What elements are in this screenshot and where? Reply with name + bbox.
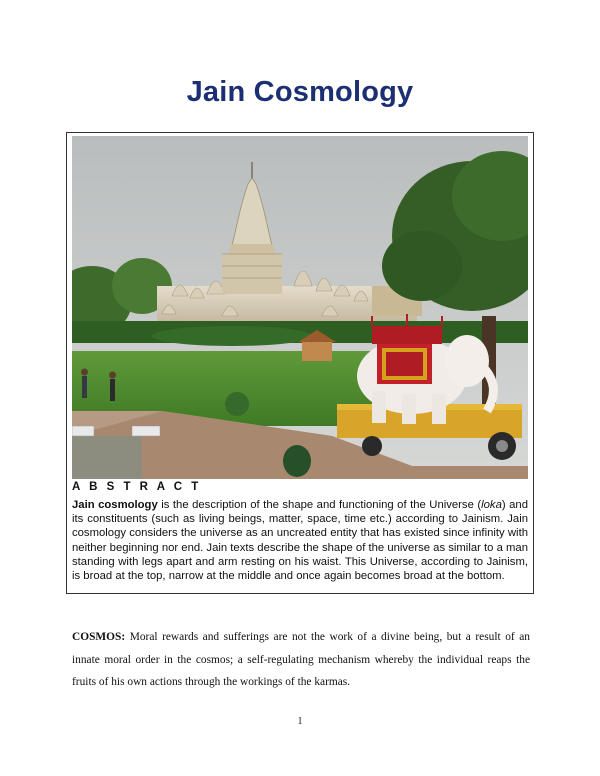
abstract-text xyxy=(72,498,528,583)
cosmos-text: Moral rewards and sufferings are not the work of a divine being, but a result of an innate moral order in the cosmos; a self-regulating mechanism whereby the individual reaps the fruits of his own actions through the workings of the karmas. xyxy=(72,631,530,688)
page-number: 1 xyxy=(297,716,303,727)
abstract-text-part1: is the description of the shape and functioning of the Universe ( xyxy=(157,499,482,511)
temple-photo xyxy=(72,136,528,479)
abstract-text-part2: ) and its constituents (such as living beings, matter, space, time etc.) according to Jainism. Jain cosmology considers the universe as an uncreated entity that has existed since infinity with neither beginning nor end. Jain texts describe the shape of the universe as similar to a man standing with legs apart and arm resting on his waist. This Universe, according to Jainism, is broad at the top, narrow at the middle and once again becomes broad at the bottom. xyxy=(72,499,528,583)
abstract-italic-term: loka xyxy=(481,499,502,511)
abstract-lead-term: Jain cosmology xyxy=(72,499,158,511)
cosmos-paragraph xyxy=(72,626,530,694)
page-title: Jain Cosmology xyxy=(186,76,414,108)
abstract-box xyxy=(66,132,534,594)
abstract-heading: A B S T R A C T xyxy=(72,481,202,493)
cosmos-label: COSMOS: xyxy=(72,631,126,643)
